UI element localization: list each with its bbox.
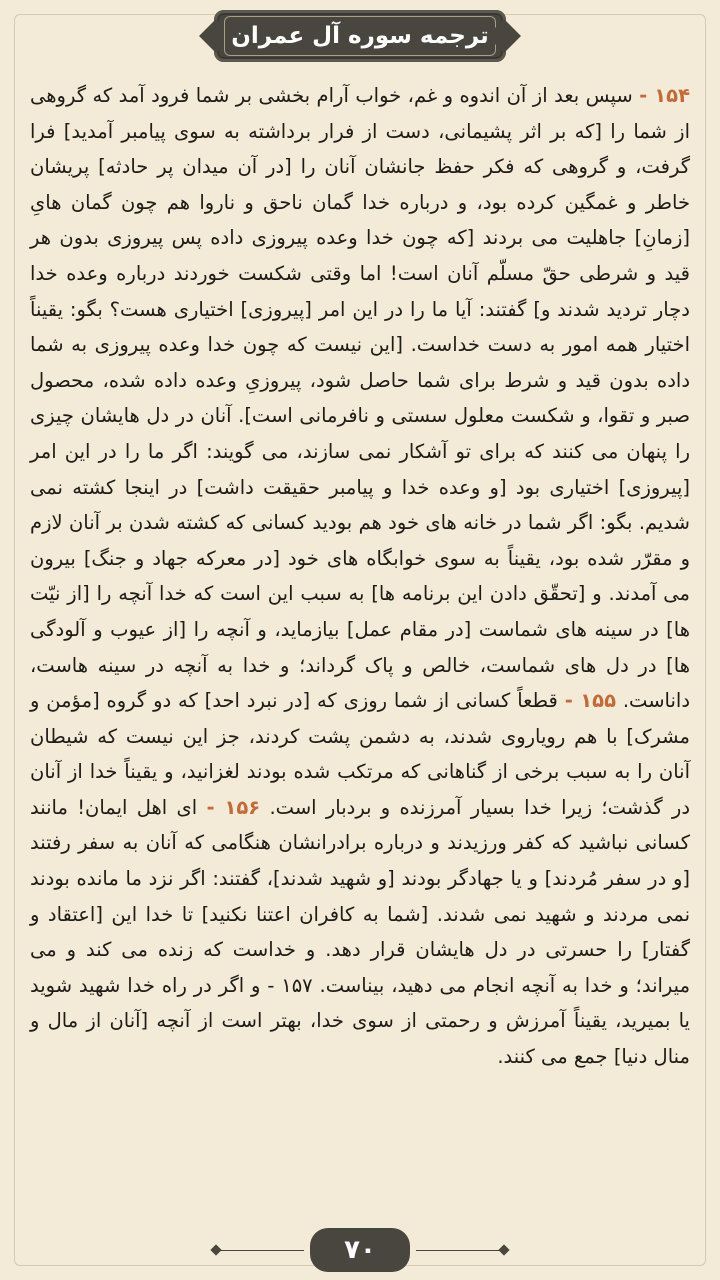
- verse-number-154: ۱۵۴ -: [639, 84, 690, 107]
- page-number: ۷۰: [310, 1228, 410, 1272]
- verse-156-text: ای اهل ایمان! مانند کسانی نباشید که کفر ورزیدند و درباره برادرانشان هنگامی که آنان به سفر رفتند [و در سفر مُردند] و یا جهادگر بودند [و شهید شدند]، گفتند: اگر نزد ما مانده بودند نمی مردند و شهید نمی شدند. [شما به کافران اعتنا نکنید] تا خدا این [اعتقاد و گفتار] را حسرتی در دل هایشان قرار دهد. و خداست که زنده می کند و می میراند؛ و خدا به آنچه انجام می دهید، بیناست.: [30, 795, 691, 997]
- page-title: ترجمه سوره آل عمران: [224, 16, 496, 56]
- ornament-line-right: [416, 1250, 500, 1251]
- translation-text: [30, 78, 690, 1075]
- verse-number-156: ۱۵۶ -: [206, 795, 261, 819]
- page-number-bar: [0, 1228, 720, 1272]
- verse-number-155: ۱۵۵ -: [564, 689, 616, 713]
- title-banner: [214, 10, 506, 62]
- verse-154-text: سپس بعد از آن اندوه و غم، خواب آرام بخشی بر شما فرود آمد که گروهی از شما را [که بر اثر پشیمانی، دست از فرار برداشته به سوی پیامبر آمدید] فرا گرفت، و گروهی که فکر حفظ جانشان آنان را [در آن میدان پر حادثه] پریشان خاطر و غمگین کرده بود، و درباره خدا گمان ناحق و ناروا هم چون گمان هایِ [زمانِ] جاهلیت می بردند [که چون خدا وعده پیروزی داده پس پیروزی بدون هر قید و شرطی حقّ مسلّم آنان است! اما وقتی شکست خوردند درباره وعده خدا دچار تردید شدند و] گفتند: آیا ما را در این امر [پیروزی] اختیاری هست؟ بگو: یقیناً اختیار همه امور به دست خداست. [این نیست که چون خدا وعده پیروزی به شما داده بدون قید و شرط برای شما حاصل شود، پیروزیِ وعده داده شده، محصول صبر و تقوا، و شکست معلول سستی و نافرمانی است]. آنان در دل هایشان چیزی را پنهان می کنند که برای تو آشکار نمی سازند، می گویند: اگر ما را در این امر [پیروزی] اختیاری بود [و وعده خدا و پیامبر حقیقت داشت] در اینجا کشته نمی شدیم. بگو: اگر شما در خانه های خود هم بودید کسانی که کشته شدن بر آنان لازم و مقرّر شده بود، یقیناً به سوی خوابگاه های خود [در معرکه جهاد و جنگ] بیرون می آمدند. و [تحقّق دادن این برنامه ها] به سبب این است که خدا آنچه را [از نیّت ها] در سینه های شماست [در مقام عمل] بیازماید، و آنچه را [از عیوب و آلودگی ها] در دل های شماست، خالص و پاک گرداند؛ و خدا به آنچه در سینه هاست، داناست.: [30, 84, 690, 713]
- ornament-dot-right: [498, 1244, 509, 1255]
- ornament-line-left: [220, 1250, 304, 1251]
- verse-number-157: ۱۵۷ -: [267, 973, 313, 997]
- verse-157-text: و اگر در راه خدا شهید شوید یا بمیرید، یقیناً آمرزش و رحمتی از سوی خدا، بهتر است از آنچه [آنان از مال و منال دنیا] جمع می کنند.: [30, 973, 690, 1069]
- verse-155-text: قطعاً کسانی از شما روزی که [در نبرد احد] که دو گروه [مؤمن و مشرک] با هم رویاروی شدند، به دشمن پشت کردند، جز این نیست که شیطان آنان را به سبب برخی از گناهانی که مرتکب شده بودند لغزانید، و یقیناً خدا از آنان در گذشت؛ زیرا خدا بسیار آمرزنده و بردبار است.: [30, 689, 690, 819]
